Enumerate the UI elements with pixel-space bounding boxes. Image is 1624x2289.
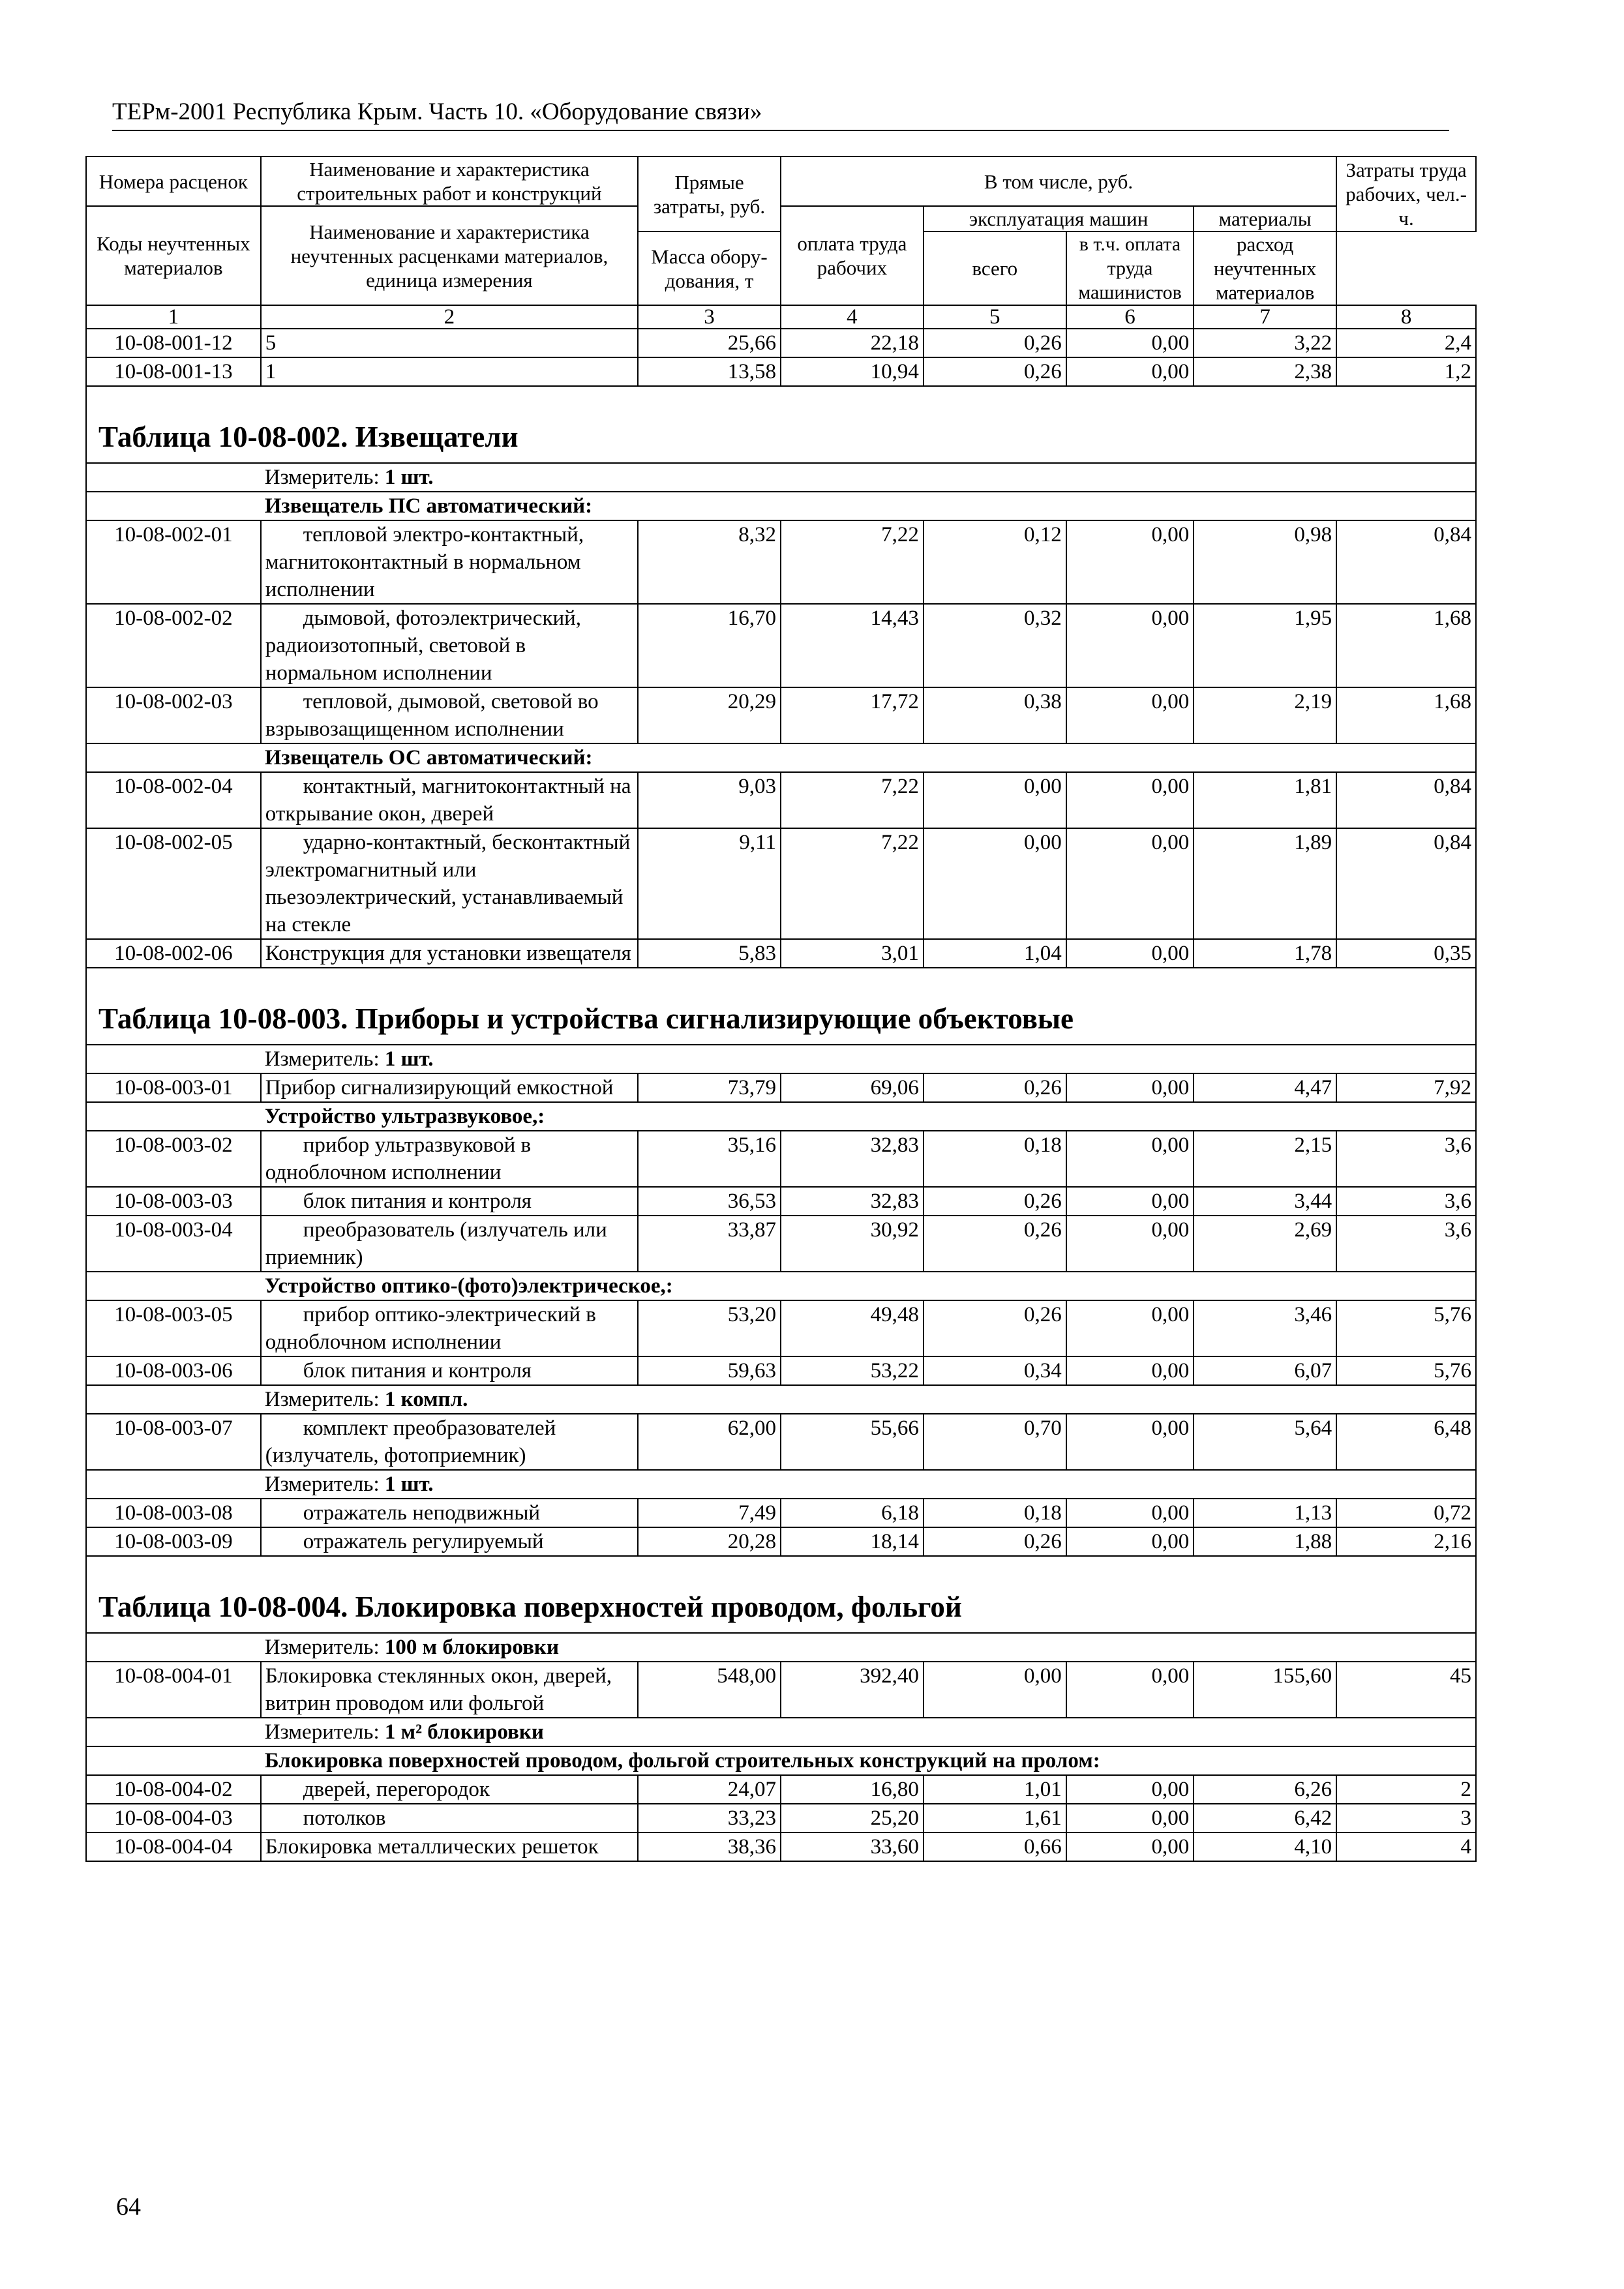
column-number: 3 [638,305,781,329]
measure-value: 1 шт. [384,466,434,489]
rate-code: 10-08-003-08 [86,1499,261,1527]
materials-cost-value: 1,89 [1194,828,1336,939]
rate-name: 1 [261,357,638,386]
measure-row [86,1385,1476,1414]
worker-pay-value: 25,20 [781,1804,924,1833]
materials-cost-value: 0,98 [1194,520,1336,604]
operator-pay-value: 0,00 [1066,1833,1194,1861]
header-material-codes: Коды неучтенных материалов [86,206,261,305]
rate-code: 10-08-002-06 [86,939,261,968]
materials-cost-value: 2,38 [1194,357,1336,386]
rate-name: преобразователь (излучатель или приемник) [261,1216,638,1272]
measure-row [86,1633,1476,1662]
measure-value: 1 шт. [384,1473,434,1496]
measure-value: 1 м² блокировки [384,1720,544,1744]
direct-costs-value: 62,00 [638,1414,781,1470]
rate-name: потолков [261,1804,638,1833]
header-equipment-mass: Масса обору-дования, т [638,232,781,305]
machines-total-value: 0,38 [924,687,1066,743]
labor-costs-value: 7,92 [1336,1073,1476,1102]
machines-total-value: 0,26 [924,357,1066,386]
group-spacer [86,1272,261,1300]
rate-code: 10-08-004-04 [86,1833,261,1861]
group-row [86,1746,1476,1775]
rate-code: 10-08-003-01 [86,1073,261,1102]
table-row [86,1216,1476,1272]
rate-name: блок питания и контроля [261,1187,638,1216]
machines-total-value: 0,66 [924,1833,1066,1861]
direct-costs-value: 33,23 [638,1804,781,1833]
header-material-usage: расход неучтенных материалов [1194,232,1336,305]
rate-name: прибор оптико-электрический в одноблочном исполнении [261,1300,638,1356]
header-rate-numbers: Номера расценок [86,157,261,206]
worker-pay-value: 33,60 [781,1833,924,1861]
worker-pay-value: 7,22 [781,520,924,604]
machines-total-value: 0,26 [924,1300,1066,1356]
table-row [86,687,1476,743]
header-operator-pay: в т.ч. оплата труда машинистов [1066,232,1194,305]
header-direct-costs: Прямые затраты, руб. [638,157,781,232]
table-body [86,329,1476,1861]
operator-pay-value: 0,00 [1066,1073,1194,1102]
direct-costs-value: 7,49 [638,1499,781,1527]
worker-pay-value: 32,83 [781,1131,924,1187]
measure-label: Измеритель: [264,1720,380,1744]
table-row [86,1499,1476,1527]
rate-name: тепловой электро-контактный, магнитоконтактный в нормальном исполнении [261,520,638,604]
measure-row [86,1045,1476,1073]
materials-cost-value: 2,15 [1194,1131,1336,1187]
measure-row [86,463,1476,492]
group-row [86,1102,1476,1131]
table-row [86,1833,1476,1861]
materials-cost-value: 3,22 [1194,329,1336,357]
operator-pay-value: 0,00 [1066,1804,1194,1833]
rate-name: прибор ультразвуковой в одноблочном исполнении [261,1131,638,1187]
labor-costs-value: 5,76 [1336,1300,1476,1356]
direct-costs-value: 53,20 [638,1300,781,1356]
worker-pay-value: 22,18 [781,329,924,357]
labor-costs-value: 6,48 [1336,1414,1476,1470]
table-row [86,1414,1476,1470]
rate-code: 10-08-003-07 [86,1414,261,1470]
direct-costs-value: 8,32 [638,520,781,604]
operator-pay-value: 0,00 [1066,1300,1194,1356]
table-row [86,329,1476,357]
labor-costs-value: 0,35 [1336,939,1476,968]
machines-total-value: 0,26 [924,1187,1066,1216]
operator-pay-value: 0,00 [1066,1131,1194,1187]
section-row [86,968,1476,1045]
operator-pay-value: 0,00 [1066,520,1194,604]
header-worker-pay: оплата труда рабочих [781,206,924,305]
labor-costs-value: 45 [1336,1662,1476,1718]
measure-value: 1 шт. [384,1047,434,1071]
direct-costs-value: 33,87 [638,1216,781,1272]
labor-costs-value: 0,84 [1336,772,1476,828]
worker-pay-value: 17,72 [781,687,924,743]
section-row [86,1556,1476,1633]
table-row [86,828,1476,939]
rate-name: отражатель регулируемый [261,1527,638,1556]
rate-code: 10-08-002-02 [86,604,261,687]
section-cell [86,386,1476,463]
machines-total-value: 1,61 [924,1804,1066,1833]
rate-name: дверей, перегородок [261,1775,638,1804]
table-row [86,1073,1476,1102]
table-row [86,1131,1476,1187]
measure-spacer [86,1385,261,1414]
measure-spacer [86,463,261,492]
operator-pay-value: 0,00 [1066,687,1194,743]
group-spacer [86,492,261,520]
labor-costs-value: 2 [1336,1775,1476,1804]
measure-label: Измеритель: [264,1047,380,1071]
section-cell [86,968,1476,1045]
rate-code: 10-08-002-03 [86,687,261,743]
labor-costs-value: 2,4 [1336,329,1476,357]
labor-costs-value: 3 [1336,1804,1476,1833]
operator-pay-value: 0,00 [1066,1356,1194,1385]
machines-total-value: 1,01 [924,1775,1066,1804]
materials-cost-value: 1,95 [1194,604,1336,687]
rate-code: 10-08-004-02 [86,1775,261,1804]
machines-total-value: 0,26 [924,329,1066,357]
worker-pay-value: 30,92 [781,1216,924,1272]
table-row [86,357,1476,386]
group-row [86,1272,1476,1300]
header-machines-total: всего [924,232,1066,305]
worker-pay-value: 18,14 [781,1527,924,1556]
rate-code: 10-08-002-01 [86,520,261,604]
direct-costs-value: 25,66 [638,329,781,357]
group-spacer [86,743,261,772]
group-title: Устройство оптико-(фото)электрическое,: [261,1272,1476,1300]
worker-pay-value: 55,66 [781,1414,924,1470]
table-row [86,1775,1476,1804]
machines-total-value: 1,04 [924,939,1066,968]
section-title: Таблица 10-08-004. Блокировка поверхностей проводом, фольгой [98,1591,962,1623]
worker-pay-value: 32,83 [781,1187,924,1216]
worker-pay-value: 14,43 [781,604,924,687]
operator-pay-value: 0,00 [1066,1499,1194,1527]
rate-name: Прибор сигнализирующий емкостной [261,1073,638,1102]
page-header: ТЕРм-2001 Республика Крым. Часть 10. «Оборудование связи» [112,98,1449,131]
rate-name: Блокировка металлических решеток [261,1833,638,1861]
materials-cost-value: 2,69 [1194,1216,1336,1272]
measure-spacer [86,1470,261,1499]
materials-cost-value: 1,81 [1194,772,1336,828]
measure-cell [261,1718,1476,1746]
column-number: 8 [1336,305,1476,329]
operator-pay-value: 0,00 [1066,1662,1194,1718]
table-row [86,1662,1476,1718]
worker-pay-value: 6,18 [781,1499,924,1527]
materials-cost-value: 3,44 [1194,1187,1336,1216]
column-number: 1 [86,305,261,329]
rate-code: 10-08-003-09 [86,1527,261,1556]
operator-pay-value: 0,00 [1066,828,1194,939]
header-materials: материалы [1194,206,1336,232]
table-header [86,157,1476,329]
page-number: 64 [116,2193,141,2221]
column-numbers-row [86,305,1476,329]
rate-name: отражатель неподвижный [261,1499,638,1527]
measure-label: Измеритель: [264,1388,380,1411]
materials-cost-value: 6,26 [1194,1775,1336,1804]
rate-name: 5 [261,329,638,357]
machines-total-value: 0,26 [924,1216,1066,1272]
machines-total-value: 0,18 [924,1131,1066,1187]
header-including: В том числе, руб. [781,157,1336,206]
section-row [86,386,1476,463]
rate-name: блок питания и контроля [261,1356,638,1385]
measure-spacer [86,1045,261,1073]
group-title: Извещатель ПС автоматический: [261,492,1476,520]
worker-pay-value: 16,80 [781,1775,924,1804]
rate-name: тепловой, дымовой, световой во взрывозащищенном исполнении [261,687,638,743]
direct-costs-value: 5,83 [638,939,781,968]
header-material-name: Наименование и характеристика неучтенных расценками материалов, единица измерения [261,206,638,305]
group-spacer [86,1746,261,1775]
direct-costs-value: 13,58 [638,357,781,386]
direct-costs-value: 20,29 [638,687,781,743]
rate-code: 10-08-003-03 [86,1187,261,1216]
rate-code: 10-08-004-03 [86,1804,261,1833]
table-row [86,520,1476,604]
group-spacer [86,1102,261,1131]
operator-pay-value: 0,00 [1066,604,1194,687]
materials-cost-value: 5,64 [1194,1414,1336,1470]
worker-pay-value: 3,01 [781,939,924,968]
measure-cell [261,1633,1476,1662]
measure-spacer [86,1718,261,1746]
table-row [86,939,1476,968]
direct-costs-value: 16,70 [638,604,781,687]
group-title: Блокировка поверхностей проводом, фольгой строительных конструкций на пролом: [261,1746,1476,1775]
materials-cost-value: 3,46 [1194,1300,1336,1356]
operator-pay-value: 0,00 [1066,1414,1194,1470]
labor-costs-value: 1,68 [1336,687,1476,743]
labor-costs-value: 3,6 [1336,1187,1476,1216]
materials-cost-value: 6,42 [1194,1804,1336,1833]
header-machines: эксплуатация машин [924,206,1194,232]
labor-costs-value: 4 [1336,1833,1476,1861]
operator-pay-value: 0,00 [1066,939,1194,968]
direct-costs-value: 9,11 [638,828,781,939]
measure-row [86,1718,1476,1746]
table-row [86,1527,1476,1556]
direct-costs-value: 35,16 [638,1131,781,1187]
section-title: Таблица 10-08-002. Извещатели [98,421,519,453]
materials-cost-value: 155,60 [1194,1662,1336,1718]
materials-cost-value: 1,78 [1194,939,1336,968]
direct-costs-value: 73,79 [638,1073,781,1102]
machines-total-value: 0,34 [924,1356,1066,1385]
materials-cost-value: 1,88 [1194,1527,1336,1556]
machines-total-value: 0,00 [924,828,1066,939]
operator-pay-value: 0,00 [1066,1775,1194,1804]
labor-costs-value: 5,76 [1336,1356,1476,1385]
direct-costs-value: 38,36 [638,1833,781,1861]
worker-pay-value: 53,22 [781,1356,924,1385]
machines-total-value: 0,70 [924,1414,1066,1470]
operator-pay-value: 0,00 [1066,1527,1194,1556]
materials-cost-value: 4,47 [1194,1073,1336,1102]
direct-costs-value: 59,63 [638,1356,781,1385]
materials-cost-value: 1,13 [1194,1499,1336,1527]
operator-pay-value: 0,00 [1066,357,1194,386]
rate-code: 10-08-003-02 [86,1131,261,1187]
direct-costs-value: 24,07 [638,1775,781,1804]
operator-pay-value: 0,00 [1066,1187,1194,1216]
rate-code: 10-08-004-01 [86,1662,261,1718]
rate-code: 10-08-003-06 [86,1356,261,1385]
direct-costs-value: 20,28 [638,1527,781,1556]
measure-cell [261,1385,1476,1414]
column-number: 2 [261,305,638,329]
machines-total-value: 0,00 [924,1662,1066,1718]
rate-name: контактный, магнитоконтактный на открывание окон, дверей [261,772,638,828]
column-number: 5 [924,305,1066,329]
column-number: 7 [1194,305,1336,329]
rate-name: дымовой, фотоэлектрический, радиоизотопный, световой в нормальном исполнении [261,604,638,687]
measure-value: 1 компл. [384,1388,468,1411]
group-title: Устройство ультразвуковое,: [261,1102,1476,1131]
labor-costs-value: 2,16 [1336,1527,1476,1556]
column-number: 6 [1066,305,1194,329]
direct-costs-value: 548,00 [638,1662,781,1718]
worker-pay-value: 7,22 [781,772,924,828]
materials-cost-value: 4,10 [1194,1833,1336,1861]
measure-label: Измеритель: [264,1473,380,1496]
table-row [86,604,1476,687]
labor-costs-value: 1,68 [1336,604,1476,687]
rate-name: Блокировка стеклянных окон, дверей, витрин проводом или фольгой [261,1662,638,1718]
materials-cost-value: 6,07 [1194,1356,1336,1385]
measure-cell [261,463,1476,492]
measure-label: Измеритель: [264,466,380,489]
rate-code: 10-08-002-04 [86,772,261,828]
labor-costs-value: 3,6 [1336,1131,1476,1187]
machines-total-value: 0,26 [924,1527,1066,1556]
section-title: Таблица 10-08-003. Приборы и устройства сигнализирующие объектовые [98,1002,1074,1035]
labor-costs-value: 3,6 [1336,1216,1476,1272]
direct-costs-value: 9,03 [638,772,781,828]
worker-pay-value: 10,94 [781,357,924,386]
measure-cell [261,1470,1476,1499]
measure-spacer [86,1633,261,1662]
column-number: 4 [781,305,924,329]
rate-code: 10-08-001-12 [86,329,261,357]
operator-pay-value: 0,00 [1066,329,1194,357]
labor-costs-value: 0,72 [1336,1499,1476,1527]
worker-pay-value: 69,06 [781,1073,924,1102]
measure-label: Измеритель: [264,1636,380,1659]
rate-name: Конструкция для установки извещателя [261,939,638,968]
labor-costs-value: 0,84 [1336,520,1476,604]
table-row [86,1300,1476,1356]
materials-cost-value: 2,19 [1194,687,1336,743]
rate-code: 10-08-001-13 [86,357,261,386]
machines-total-value: 0,26 [924,1073,1066,1102]
direct-costs-value: 36,53 [638,1187,781,1216]
group-row [86,743,1476,772]
table-row [86,1187,1476,1216]
rate-code: 10-08-002-05 [86,828,261,939]
group-row [86,492,1476,520]
worker-pay-value: 49,48 [781,1300,924,1356]
measure-cell [261,1045,1476,1073]
group-title: Извещатель ОС автоматический: [261,743,1476,772]
table-row [86,1356,1476,1385]
machines-total-value: 0,12 [924,520,1066,604]
rate-name: комплект преобразователей (излучатель, фотоприемник) [261,1414,638,1470]
operator-pay-value: 0,00 [1066,1216,1194,1272]
header-labor-costs: Затраты труда рабочих, чел.-ч. [1336,157,1476,232]
labor-costs-value: 0,84 [1336,828,1476,939]
operator-pay-value: 0,00 [1066,772,1194,828]
machines-total-value: 0,32 [924,604,1066,687]
rate-code: 10-08-003-05 [86,1300,261,1356]
table-row [86,772,1476,828]
table-row [86,1804,1476,1833]
worker-pay-value: 7,22 [781,828,924,939]
labor-costs-value: 1,2 [1336,357,1476,386]
machines-total-value: 0,00 [924,772,1066,828]
measure-value: 100 м блокировки [384,1636,559,1659]
rates-table [85,156,1477,1862]
worker-pay-value: 392,40 [781,1662,924,1718]
rate-name: ударно-контактный, бесконтактный электромагнитный или пьезоэлектрический, устанавливаемый на стекле [261,828,638,939]
header-work-name: Наименование и характеристика строительных работ и конструкций [261,157,638,206]
machines-total-value: 0,18 [924,1499,1066,1527]
rate-code: 10-08-003-04 [86,1216,261,1272]
section-cell [86,1556,1476,1633]
measure-row [86,1470,1476,1499]
